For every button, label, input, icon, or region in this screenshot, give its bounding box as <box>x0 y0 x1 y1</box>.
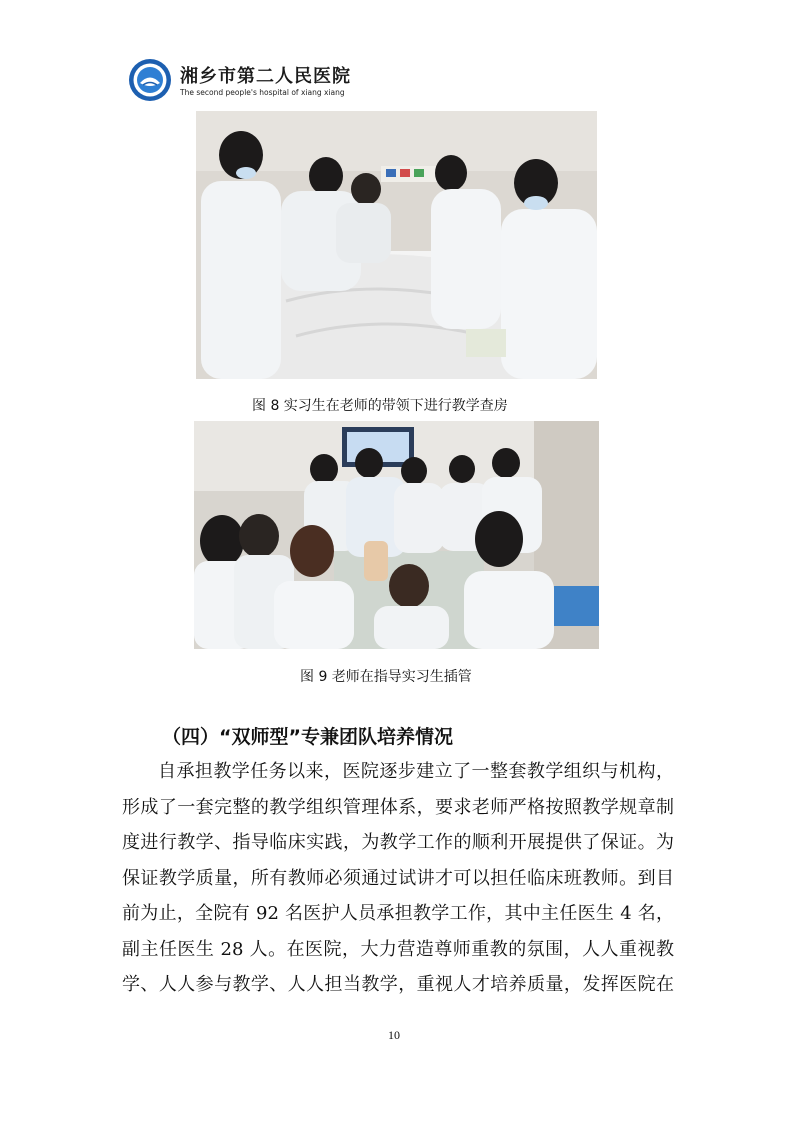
hospital-name-en: The second people's hospital of xiang xiang <box>180 88 345 97</box>
paragraph-line: 保证教学质量，所有教师必须通过试讲才可以担任临床班教师。到目 <box>122 867 674 889</box>
photo-teaching-rounds <box>196 111 597 379</box>
paragraph-line: 度进行教学、指导临床实践，为教学工作的顺利开展提供了保证。为 <box>122 832 674 853</box>
body-paragraph <box>122 754 674 1003</box>
hospital-logo <box>128 58 351 104</box>
paragraph-line: 自承担教学任务以来，医院逐步建立了一整套教学组织与机构， <box>158 761 674 782</box>
paragraph-line: 学、人人参与教学、人人担当教学，重视人才培养质量，发挥医院在 <box>122 974 674 995</box>
figure-9-caption: 图 9 老师在指导实习生插管 <box>300 669 472 685</box>
hospital-name: 湘乡市第二人民医院 <box>180 66 351 87</box>
section-heading: （四）“双师型”专兼团队培养情况 <box>162 726 453 748</box>
photo-intubation-training <box>194 421 599 649</box>
page-number: 10 <box>388 1028 400 1042</box>
paragraph-line: 副主任医生 28 人。在医院，大力营造尊师重教的氛围，人人重视教 <box>122 938 674 960</box>
hospital-emblem-icon <box>128 58 172 102</box>
figure-8-caption: 图 8 实习生在老师的带领下进行教学查房 <box>252 398 508 414</box>
paragraph-line: 前为止，全院有 92 名医护人员承担教学工作，其中主任医生 4 名， <box>122 903 674 924</box>
paragraph-line: 形成了一套完整的教学组织管理体系，要求老师严格按照教学规章制 <box>122 796 674 818</box>
